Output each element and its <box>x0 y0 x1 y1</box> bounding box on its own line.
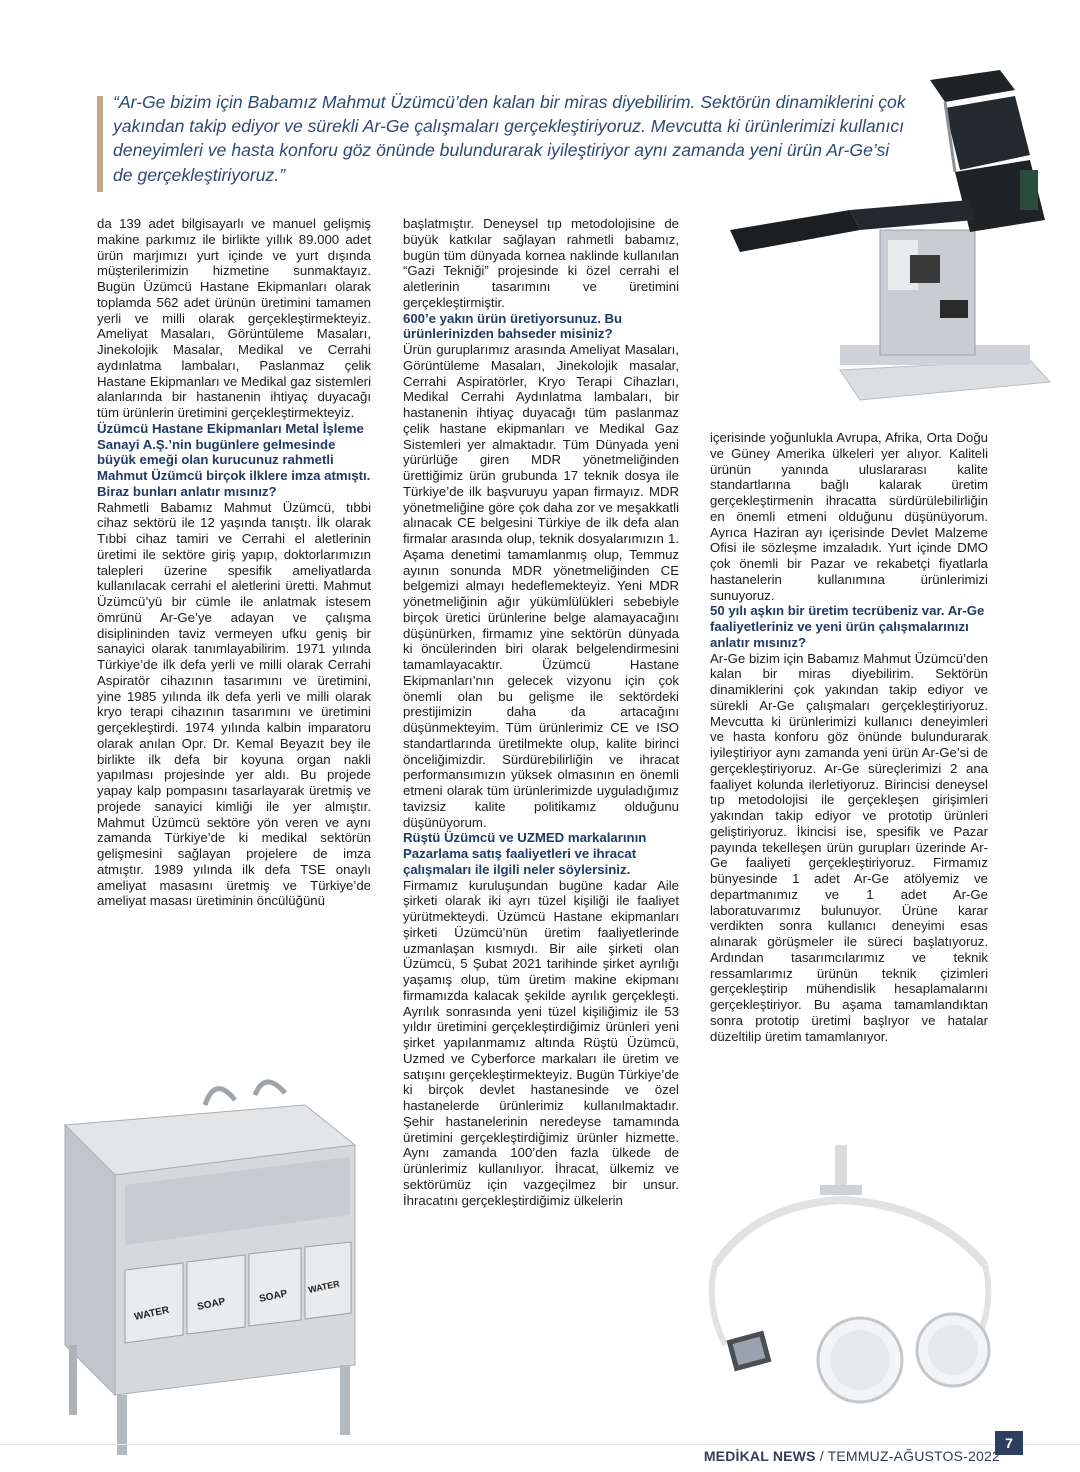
paragraph: başlatmıştır. Deneysel tıp metodolojisine de büyük katkılar sağlayan rahmetli babamız, bugün tüm dünyada kornea naklinde kullanılan “Gazi Tekniği” projesinde ki özel cerrahi el aletlerinin tasarımını ve üretimini gerçekleştirmiştir. <box>403 216 679 310</box>
paragraph: içerisinde yoğunlukla Avrupa, Afrika, Orta Doğu ve Güney Amerika ülkeleri yer alıyor. Kaliteli ürünün yanında uluslararası kalite standartlarına bağlı kalarak üretim gerçekleştirmenin ihracatta sürdürülebilirliğin en önemli etmeni olduğunu düşünüyorum. Ayrıca Haziran ayı içerisinde Devlet Malzeme Ofisi ile sözleşme imzaladık. Yurt içinde DMO çok önemli bir Pazar ve rekabetçi fiyatlarla hastanelerin kullanımına ürünlerimizi sunuyoruz. <box>710 430 988 603</box>
paragraph: Firmamız kuruluşundan bugüne kadar Aile şirketi olarak iki ayrı tüzel kişiliği ile faaliyet yürütmekteydi. Üzümcü Hastane ekipmanları şirketi Üzümcü’nün üretim faaliyetlerinde uzmanlaşan kısmıydı. Bir aile şirketi olan Üzümcü, 5 Şubat 2021 tarihinde şirket ayrılığı yaşamış olup, tüm üretim makine ekipmanı firmamızda kalacak şekilde ayrılık gerçekleşti. Ayrılık sonrasında yeni tüzel kişiliğimiz ile 53 yıldır üretimini gerçekleştirdiğimiz ürünleri yeni şirket yapılanmamız altında Rüştü Üzümcü, Uzmed ve Cyberforce markaları ile üretim ve satışını gerçekleştirmekteyiz. Bugün Türkiye’de ki birçok devlet hastanesinde ve özel hastanelerde ürünlerimiz kullanılmaktadır. Şehir hastanelerinin neredeyse tamamında üretimini gerçekleştirdiğimiz ürünler hizmette. Aynı zamanda 100’den fazla ülkede de ürünlerimiz kullanılıyor. İhracat, ülkemiz ve sektörümüz için vazgeçilmez bir unsur. İhracatını gerçekleştirdiğimiz ülkelerin <box>403 877 679 1208</box>
paragraph: Ar-Ge bizim için Babamız Mahmut Üzümcü’den kalan bir miras diyebilirim. Sektörün dinamiklerini çok yakından takip ediyor ve sürekli Ar-Ge çalışmaları gerçekleştiriyoruz. Mevcutta ki ürünlerimizi kullanıcı deneyimleri ve hasta konforu göz önünde bulundurarak iyileştiriyor aynı zamanda yeni ürün Ar-Ge’si de gerçekleştiriyoruz. Ar-Ge süreçlerimizi 2 ana faaliyet kolunda ilerletiyoruz. Birincisi deneysel tıp metodolojisi ile gerçekleşen girişimleri yakından takip ediyor ve prototip ürünleri geliştiriyoruz. İkincisi ise, spesifik ve Pazar payında tekelleşen ürün gurupları üzerinde Ar-Ge faaliyeti gerçekleştiriyoruz. Firmamız bünyesinde 1 adet Ar-Ge atölyemiz ve departmanımız ve 1 adet Ar-Ge laboratuvarımız bulunuyor. Ürüne karar verdikten sonra kullanıcı deneyimi esas alınarak görüşmeler ile süreci başlatıyoruz. Ardından tasarımcılarımız ve teknik ressamlarımız ürünün teknik çizimleri gerçekleştirip mühendislik hesaplamalarını gerçekleştiriyor. Bu aşama tamamlandıktan sonra prototip üretimi başlıyor ve hatalar düzeltilip üretim tamamlanıyor. <box>710 650 988 1044</box>
article-column-3 <box>710 430 988 1044</box>
scrub-sink-image <box>55 1065 375 1465</box>
interview-question: 600’e yakın ürün üretiyorsunuz. Bu ürünlerinizden bahseder misiniz? <box>403 310 623 342</box>
paragraph: Rahmetli Babamız Mahmut Üzümcü, tıbbi cihaz sektörü ile 12 yaşında tanıştı. İlk olarak Tıbbi cihaz tamiri ve Cerrahi el aletlerinin üretimi ile sektöre giriş yapıp, doktorlarımızın talepleri üzerine spesifik ameliyatlarda kullanılacak cerrahi el aletlerini üretti. Mahmut Üzümcü’yü bir cümle ile anlatmak istesem ömrünü Ar-Ge’ye adayan ve çalışma disiplininden taviz vermeyen ufku geniş bir sanayici olarak tanımlayabilirim. 1971 yılında Türkiye’de ilk defa yerli ve milli olarak Cerrahi Aspiratör cihazının tasarımını ve üretimini, yine 1985 yılında ilk defa yerli ve milli olarak kryo terapi cihazının tasarımını ve üretimini gerçekleştirdi. 1974 yılında kalbin imparatoru olarak anılan Opr. Dr. Kemal Beyazıt bey ile birlikte ilk defa bir koyuna organ nakli yapılması projesinde yer aldı. Bu projede yapay kalp pompasını tasarlayarak üretmiş ve projede sanayici kimliği ile yer almıştır. Mahmut Üzümcü sektöre yön veren ve aynı zamanda Türkiye’de ki medikal sektörün gelişmesini sağlayan projelere de imza atmıştır. 1989 yılında ilk defa TSE onaylı ameliyat masasını üretmiş ve Türkiye’de ameliyat masası üretiminin öncülüğünü <box>97 499 371 909</box>
interview-question: Rüştü Üzümcü ve UZMED markalarının Pazarlama satış faaliyetleri ve ihracat çalışmaları ile ilgili neler söylersiniz. <box>403 830 647 877</box>
paragraph: da 139 adet bilgisayarlı ve manuel gelişmiş makine parkımız ile birlikte yıllık 89.000 adet ürün marjımızı yurt içinde ve yurt dışında müşterilerimizin hizmetine sunmaktayız. Bugün Üzümcü Hastane Ekipmanları olarak toplamda 562 adet ürünün üretimini tamamen yerli ve milli olarak gerçekleştirmekteyiz. Ameliyat Masaları, Görüntüleme Masaları, Jinekolojik Masalar, Medikal ve Cerrahi aydınlatma lambaları, Paslanmaz çelik Hastane Ekipmanları ve Medikal gaz sistemleri alanlarında bir hastanenin ihtiyaç duyacağı tüm ürünlerin üretimini gerçekleştirmekteyiz. <box>97 216 371 420</box>
quote-accent-bar <box>97 96 103 192</box>
footer-publication <box>704 1448 1000 1464</box>
sink-label-soap-2: SOAP <box>258 1288 289 1305</box>
article-column-2 <box>403 216 679 1208</box>
sink-label-soap: SOAP <box>196 1296 227 1313</box>
footer-issue: / TEMMUZ-AĞUSTOS-2022 <box>815 1448 1000 1464</box>
footer-brand: MEDİKAL NEWS <box>703 1448 816 1464</box>
sink-label-water-2: WATER <box>307 1278 341 1295</box>
page-number: 7 <box>995 1431 1023 1455</box>
surgical-light-image <box>695 1145 1005 1420</box>
interview-question: Üzümcü Hastane Ekipmanları Metal İşleme Sanayi A.Ş.’nin bugünlere gelmesinde büyük emeği olan kurucunuz rahmetli Mahmut Üzümcü birçok ilklere imza atmıştı. Biraz bunları anlatır mısınız? <box>97 420 371 499</box>
footer-divider <box>0 1444 1080 1445</box>
interview-question: 50 yılı aşkın bir üretim tecrübeniz var. Ar-Ge faaliyetleriniz ve yeni ürün çalışmalarınızı anlatır mısınız? <box>710 603 985 650</box>
pull-quote: “Ar-Ge bizim için Babamız Mahmut Üzümcü’den kalan bir miras diyebilirim. Sektörün dinamiklerini çok yakından takip ediyor ve sürekli Ar-Ge çalışmaları gerçekleştiriyoruz. Mevcutta ki ürünlerimizi kullanıcı deneyimleri ve hasta konforu göz önünde bulundurarak iyileştiriyor aynı zamanda yeni ürün Ar-Ge’si de gerçekleştiriyoruz.” <box>113 92 906 185</box>
sink-label-water: WATER <box>133 1304 171 1323</box>
paragraph: Ürün guruplarımız arasında Ameliyat Masaları, Görüntüleme Masaları, Jinekolojik masalar, Cerrahi Aspiratörler, Kryo Terapi Cihazları, Medikal Cerrahi Aydınlatma lambaları, bir hastanenin ihtiyaç duyacağı tüm paslanmaz çelik hastane ekipmanları ve Medikal Gaz Sistemleri yer almaktadır. Tüm Dünyada yeni yürürlüğe giren MDR yönetmeliğinden ürettiğimiz ürün grubunda 17 teknik dosya ile Türkiye’de ilk başvuruyu yapan firmayız. MDR yönetmeliğine göre çok daha zor ve meşakkatli alınacak CE belgesini Türkiye de ilk defa alan firmalar arasında olup, teknik dosyalarımızın 1. Aşama denetimi tamamlanmış olup, Temmuz ayının sonunda MDR yönetmeliğinden CE belgemizi almayı hedeflemekteyiz. Yeni MDR yönetmeliğinin ağır yükümlülükleri sebebiyle birçok üretici ürünlerine belge alamayacağını düşünürken, firmamız yine sektörün dünyada ki öncülerinden biri olarak belgelendirmesini tamamlayacaktır. Üzümcü Hastane Ekipmanları’nın gelecek vizyonu için çok önemli olan bu gelişme ile sektördeki prestijimizin daha da artacağını düşünmekteyim. Tüm ürünlerimiz CE ve ISO standartlarında üretilmekte olup, kalite birinci önceliğimizdir. Sürdürebilirliğin ve ihracat performansımızın yüksek olmasının en önemli etmeni olarak tüm ürünlerimizde uyguladığımız tavizsiz kalite politikamız olduğunu düşünüyorum. <box>403 342 679 830</box>
article-column-1 <box>97 216 371 909</box>
